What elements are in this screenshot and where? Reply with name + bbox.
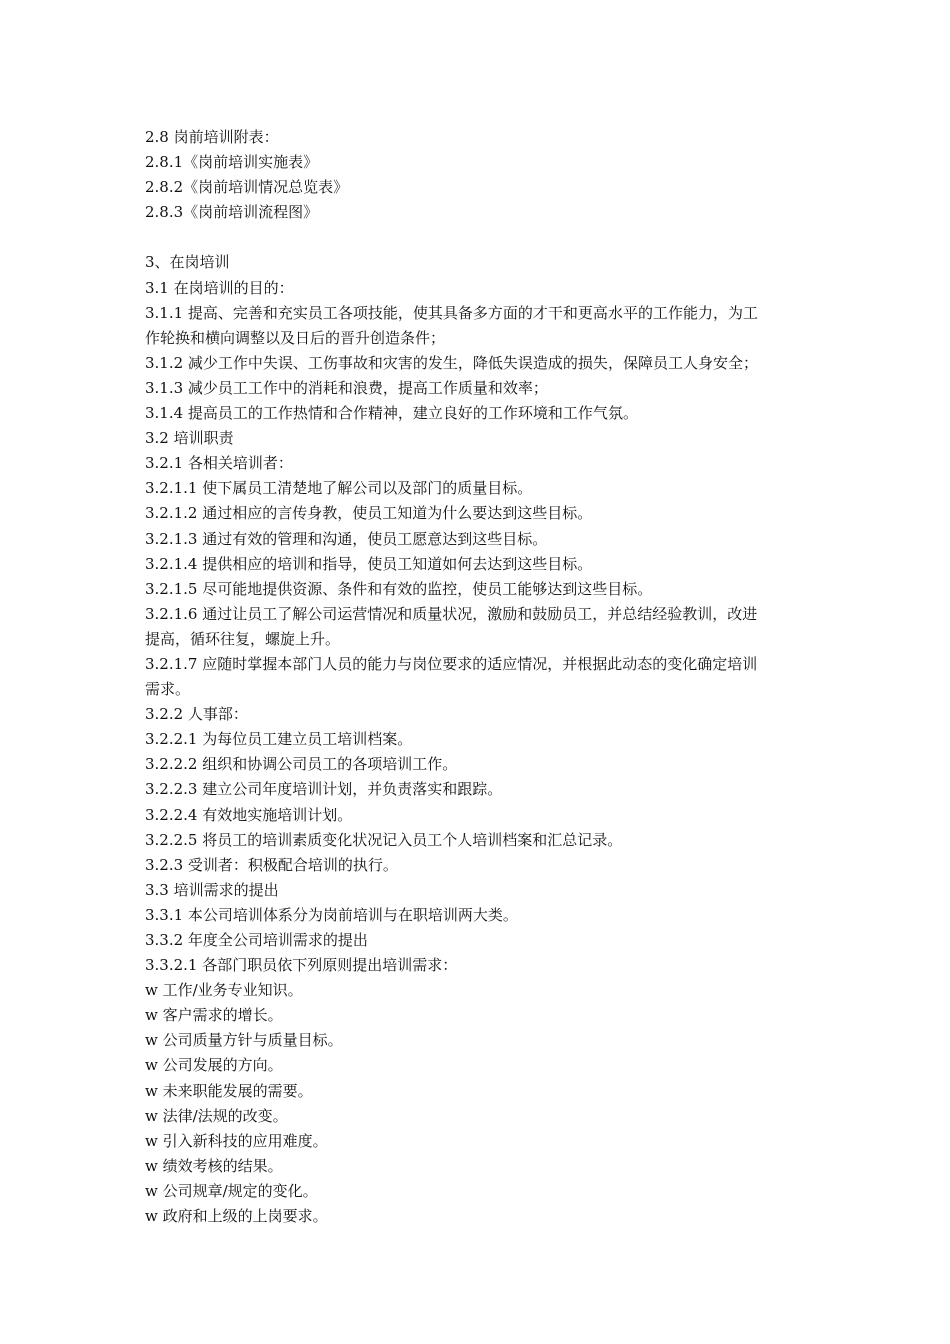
document-page (145, 125, 810, 1229)
bullet-line: w 公司规章/规定的变化。 (145, 1181, 318, 1200)
text-line: 3.2.2.1 为每位员工建立员工培训档案。 (145, 730, 413, 749)
bullet-line: w 工作/业务专业知识。 (145, 981, 303, 1000)
text-line: 3.2.1.3 通过有效的管理和沟通，使员工愿意达到这些目标。 (145, 529, 548, 548)
text-line: 2.8.3《岗前培训流程图》 (145, 203, 319, 222)
bullet-line: w 引入新科技的应用难度。 (145, 1131, 328, 1150)
bullet-line: w 客户需求的增长。 (145, 1006, 283, 1025)
text-line: 3.3.2 年度全公司培训需求的提出 (145, 931, 368, 949)
blank-line (145, 225, 810, 250)
text-line: 3.3.1 本公司培训体系分为岗前培训与在职培训两大类。 (145, 905, 518, 924)
text-line: 2.8.1《岗前培训实施表》 (145, 153, 319, 172)
section-3-on-job-training (145, 250, 810, 1229)
text-line: 2.8.2《岗前培训情况总览表》 (145, 178, 349, 197)
text-line: 3.2.1 各相关培训者： (145, 454, 293, 473)
text-line: 3.3 培训需求的提出 (145, 880, 279, 899)
text-line: 3.1 在岗培训的目的： (145, 278, 294, 297)
text-line: 需求。 (145, 680, 191, 699)
text-line: 3.1.1 提高、完善和充实员工各项技能，使其具备多方面的才干和更高水平的工作能力，为工 (145, 303, 758, 322)
text-line: 3.2.1.6 通过让员工了解公司运营情况和质量状况，激励和鼓励员工，并总结经验教训，改进 (145, 604, 758, 623)
text-line: 3.2.1.1 使下属员工清楚地了解公司以及部门的质量目标。 (145, 479, 533, 498)
text-line: 2.8 岗前培训附表： (145, 128, 279, 146)
text-line: 3.2.2 人事部： (145, 705, 248, 724)
text-line: 作轮换和横向调整以及日后的晋升创造条件； (145, 328, 446, 347)
text-line: 3.2 培训职责 (145, 429, 234, 448)
text-line: 3.2.2.4 有效地实施培训计划。 (145, 805, 353, 824)
text-line: 3.2.2.3 建立公司年度培训计划，并负责落实和跟踪。 (145, 780, 503, 799)
bullet-line: w 法律/法规的改变。 (145, 1106, 288, 1125)
bullet-line: w 绩效考核的结果。 (145, 1156, 283, 1175)
text-line: 3.2.2.2 组织和协调公司员工的各项培训工作。 (145, 755, 458, 774)
section-2-8-appendix (145, 125, 810, 225)
text-line: 3.1.3 减少员工工作中的消耗和浪费，提高工作质量和效率； (145, 378, 548, 397)
text-line: 提高，循环往复，螺旋上升。 (145, 629, 341, 648)
text-line: 3.2.1.2 通过相应的言传身教，使员工知道为什么要达到这些目标。 (145, 504, 593, 523)
bullet-line: w 公司质量方针与质量目标。 (145, 1031, 343, 1050)
bullet-line: w 公司发展的方向。 (145, 1056, 283, 1075)
text-line: 3.2.3 受训者：积极配合培训的执行。 (145, 855, 398, 874)
text-line: 3.2.2.5 将员工的培训素质变化状况记入员工个人培训档案和汇总记录。 (145, 830, 623, 849)
text-line: 3.2.1.4 提供相应的培训和指导，使员工知道如何去达到这些目标。 (145, 554, 593, 573)
text-line: 3.1.4 提高员工的工作热情和合作精神，建立良好的工作环境和工作气氛。 (145, 404, 638, 423)
text-line: 3.3.2.1 各部门职员依下列原则提出培训需求： (145, 956, 458, 975)
text-line: 3.2.1.7 应随时掌握本部门人员的能力与岗位要求的适应情况，并根据此动态的变化确定培训 (145, 654, 758, 673)
bullet-line: w 政府和上级的上岗要求。 (145, 1207, 328, 1226)
section-heading: 3、在岗培训 (145, 253, 230, 272)
text-line: 3.2.1.5 尽可能地提供资源、条件和有效的监控，使员工能够达到这些目标。 (145, 579, 653, 598)
text-line: 3.1.2 减少工作中失误、工伤事故和灾害的发生，降低失误造成的损失，保障员工人身安全； (145, 353, 758, 372)
bullet-line: w 未来职能发展的需要。 (145, 1081, 313, 1100)
